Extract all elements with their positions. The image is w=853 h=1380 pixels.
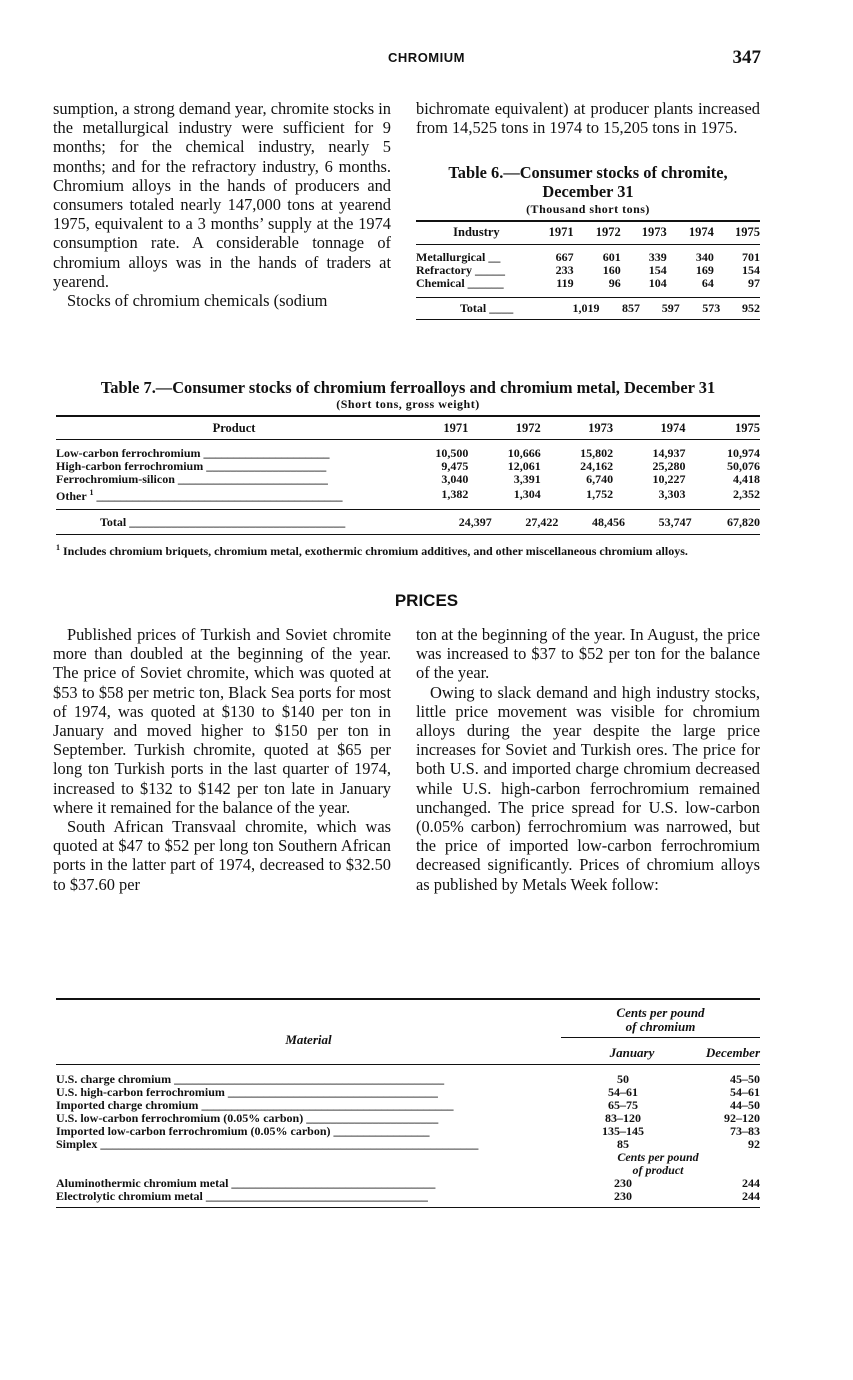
table7-unit: (Short tons, gross weight) <box>336 397 480 411</box>
leader-dots: __________________________________ <box>231 1175 436 1190</box>
paragraph: Published prices of Turkish and Soviet chromite more than doubled at the beginning of the year. The price of Soviet chromite, which was quoted at $53 to $58 per metric ton, Black Sea ports for most of 1974, was quoted at $130 to $140 per ton in January and moved higher to $150 per ton in September. Turkish chromite, quoted at $65 per long ton Turkish ports in the last quarter of 1974, increased to $132 to $142 per ton late in January where it remained for the balance of the year. <box>53 625 391 817</box>
col-header: 1971 <box>548 224 574 239</box>
cell: 667 <box>555 249 574 264</box>
left-column-top <box>53 99 391 310</box>
cell: 597 <box>661 300 680 315</box>
row-label: Refractory <box>416 262 472 277</box>
table7-block <box>56 378 760 558</box>
rule <box>56 1207 760 1209</box>
leader-dots: _________________________________________ <box>96 488 343 503</box>
rule <box>416 220 760 222</box>
leader-dots: ____________________________________ <box>129 514 346 529</box>
prices-left-column <box>53 625 391 894</box>
rule <box>56 415 760 417</box>
cell: 45–50 <box>730 1071 760 1086</box>
cell: 83–120 <box>605 1110 641 1125</box>
cell: 1,382 <box>441 486 469 501</box>
cell: 10,500 <box>435 445 469 460</box>
table6-caption-line1: Table 6.—Consumer stocks of chromite, <box>448 163 728 182</box>
cell: 97 <box>748 275 760 290</box>
footnote-text: Includes chromium briquets, chromium metal, exothermic chromium additives, and other miscellaneous chromium alloys. <box>63 544 688 558</box>
col-header: 1975 <box>735 420 760 435</box>
paragraph: ton at the beginning of the year. In August, the price was increased to $37 to $52 per ton for the balance of the year. <box>416 625 760 683</box>
row-label: U.S. high-carbon ferrochromium <box>56 1084 225 1099</box>
cell: 154 <box>742 262 760 277</box>
table6-caption-line2: December 31 <box>542 182 634 201</box>
cell: 44–50 <box>730 1097 760 1112</box>
group-header-line2: of chromium <box>625 1018 696 1034</box>
cell: 27,422 <box>525 514 559 529</box>
leader-dots: _____________________ <box>203 445 330 460</box>
row-label: Ferrochromium-silicon <box>56 471 175 486</box>
footnote-ref: 1 <box>89 487 94 497</box>
table6-total <box>416 302 760 315</box>
rule <box>56 509 760 510</box>
rule <box>416 319 760 321</box>
col-header: 1972 <box>595 224 621 239</box>
leader-dots: __________________________________________ <box>201 1097 454 1112</box>
col-header: Industry <box>453 224 500 239</box>
row-label: Simplex <box>56 1136 98 1151</box>
leader-dots: _________________________ <box>177 471 328 486</box>
rule <box>56 534 760 536</box>
cell: 92 <box>748 1136 760 1151</box>
paragraph: South African Transvaal chromite, which was quoted at $47 to $52 per long ton Southern African ports in the latter part of 1974, decreased to $32.50 to $37.60 per <box>53 817 391 894</box>
table-total-row <box>416 302 760 315</box>
table-total-row <box>56 516 760 529</box>
leader-dots: ______ <box>467 275 504 290</box>
cell: 154 <box>648 262 667 277</box>
leader-dots: _____ <box>474 262 505 277</box>
table-subheader-row <box>56 1151 760 1177</box>
col-header: 1974 <box>688 224 714 239</box>
rule <box>416 244 760 245</box>
table6 <box>416 226 760 239</box>
price-table-header <box>56 1000 760 1064</box>
paragraph: Owing to slack demand and high industry stocks, little price movement was visible for chromium alloys during the year despite the large price increases for Soviet and Turkish ores. The price for both U.S. and imported charge chromium decreased while U.S. high-carbon ferrochromium remained unchanged. The price spread for U.S. low-carbon (0.05% carbon) ferrochromium was narrowed, but the price of imported low-carbon ferrochromium decreased significantly. Prices of chromium alloys as published by Metals Week follow: <box>416 682 760 894</box>
price-table-body <box>56 1073 760 1203</box>
row-label: U.S. low-carbon ferrochromium (0.05% carbon) <box>56 1110 304 1125</box>
table-header-row <box>416 226 760 239</box>
cell: 233 <box>555 262 574 277</box>
total-label: Total <box>460 300 487 315</box>
cell: 1,019 <box>572 300 600 315</box>
col-header: 1975 <box>735 224 760 239</box>
cell: 701 <box>742 249 760 264</box>
leader-dots: ________________ <box>333 1123 430 1138</box>
leader-dots: ___________________________________ <box>227 1084 438 1099</box>
cell: 54–61 <box>730 1084 760 1099</box>
cell: 85 <box>617 1136 629 1151</box>
col-header: 1973 <box>588 420 614 435</box>
cell: 230 <box>614 1188 632 1203</box>
row-label: Imported charge chromium <box>56 1097 199 1112</box>
leader-dots: ____________________ <box>206 458 327 473</box>
cell: 244 <box>742 1175 760 1190</box>
cell: 50 <box>617 1071 629 1086</box>
cell: 169 <box>695 262 714 277</box>
group-header <box>561 1006 760 1034</box>
rule <box>56 1064 760 1065</box>
table-row <box>56 473 760 486</box>
leader-dots: ______________________ <box>306 1110 439 1125</box>
cell: 10,974 <box>727 445 760 460</box>
cell: 12,061 <box>507 458 541 473</box>
cell: 857 <box>622 300 641 315</box>
row-label: Metallurgical <box>416 249 486 264</box>
rule <box>56 439 760 440</box>
cell: 24,162 <box>580 458 614 473</box>
table6-unit: (Thousand short tons) <box>526 202 650 216</box>
cell: 9,475 <box>441 458 469 473</box>
cell: 10,666 <box>507 445 541 460</box>
paragraph: Stocks of chromium chemicals (sodium <box>67 291 328 311</box>
cell: 340 <box>695 249 714 264</box>
leader-dots: __ <box>488 249 501 264</box>
cell: 14,937 <box>652 445 686 460</box>
col-header: 1972 <box>515 420 541 435</box>
page-number: 347 <box>732 47 761 68</box>
paragraph: bichromate equivalent) at producer plants increased from 14,525 tons in 1974 to 15,205 tons in 1975. <box>416 99 760 138</box>
cell: 601 <box>602 249 621 264</box>
cell: 573 <box>702 300 721 315</box>
table7-caption: Table 7.—Consumer stocks of chromium ferroalloys and chromium metal, December 31 <box>100 378 716 397</box>
cell: 53,747 <box>658 514 692 529</box>
table-row <box>56 486 760 503</box>
col-header: 1973 <box>641 224 667 239</box>
cell: 48,456 <box>592 514 626 529</box>
row-label: Low-carbon ferrochromium <box>56 445 201 460</box>
cell: 244 <box>742 1188 760 1203</box>
cell: 54–61 <box>608 1084 638 1099</box>
subheader <box>576 1151 760 1177</box>
cell: 73–83 <box>730 1123 760 1138</box>
cell: 96 <box>608 275 621 290</box>
cell: 10,227 <box>652 471 686 486</box>
cell: 4,418 <box>733 471 760 486</box>
rule <box>416 297 760 298</box>
cell: 339 <box>648 249 667 264</box>
footnote-number: 1 <box>56 543 60 552</box>
row-label: Imported low-carbon ferrochromium (0.05% carbon) <box>56 1123 331 1138</box>
right-column-top <box>416 99 760 137</box>
cell: 65–75 <box>608 1097 638 1112</box>
row-label: High-carbon ferrochromium <box>56 458 204 473</box>
cell: 6,740 <box>586 471 614 486</box>
running-head: CHROMIUM <box>388 50 465 65</box>
col-header: Product <box>212 420 256 435</box>
row-label: Other <box>56 488 87 503</box>
col-header: 1971 <box>443 420 469 435</box>
cell: 1,304 <box>513 486 541 501</box>
col-header: 1974 <box>660 420 686 435</box>
cell: 3,040 <box>441 471 469 486</box>
prices-right-column <box>416 625 760 894</box>
col-header-january: January <box>609 1044 655 1060</box>
leader-dots: _____________________________________________ <box>174 1071 445 1086</box>
cell: 92–120 <box>724 1110 760 1125</box>
group-header-line1: Cents per pound <box>616 1004 705 1020</box>
cell: 24,397 <box>458 514 492 529</box>
cell: 25,280 <box>652 458 686 473</box>
leader-dots: _______________________________________________________________ <box>100 1136 479 1151</box>
price-table-block <box>56 998 760 1208</box>
leader-dots: _____________________________________ <box>205 1188 428 1203</box>
cell: 1,752 <box>586 486 614 501</box>
cell: 2,352 <box>733 486 760 501</box>
row-label: Aluminothermic chromium metal <box>56 1175 229 1190</box>
row-label: Electrolytic chromium metal <box>56 1188 203 1203</box>
subheader-line1: Cents per pound <box>617 1149 699 1164</box>
cell: 15,802 <box>580 445 614 460</box>
total-label: Total <box>100 514 127 529</box>
cell: 952 <box>742 300 760 315</box>
cell: 230 <box>614 1175 632 1190</box>
rule <box>561 1037 760 1038</box>
row-label: Chemical <box>416 275 465 290</box>
cell: 160 <box>602 262 621 277</box>
table-header-row <box>56 422 760 435</box>
table6-body <box>416 251 760 290</box>
leader-dots: ____ <box>489 300 514 315</box>
cell: 67,820 <box>727 514 760 529</box>
cell: 50,076 <box>727 458 760 473</box>
table-row <box>416 277 760 290</box>
table6-block <box>416 163 760 320</box>
cell: 119 <box>556 275 574 290</box>
cell: 64 <box>701 275 714 290</box>
table-row <box>56 1190 760 1203</box>
table7-body <box>56 447 760 503</box>
cell: 135–145 <box>602 1123 644 1138</box>
material-header: Material <box>285 1031 332 1047</box>
col-header-december: December <box>705 1044 760 1060</box>
subheader-line2: of product <box>632 1162 684 1177</box>
cell: 3,391 <box>513 471 541 486</box>
cell: 104 <box>648 275 667 290</box>
table-row <box>56 1138 760 1151</box>
table7-footnote <box>56 541 760 558</box>
section-heading-prices: PRICES <box>394 591 459 610</box>
table7-header <box>56 422 760 435</box>
row-label: U.S. charge chromium <box>56 1071 172 1086</box>
paragraph: sumption, a strong demand year, chromite stocks in the metallurgical industry were sufficient for 9 months; for the chemical industry, nearly 5 months; and for the refractory industry, 6 months. Chromium alloys in the hands of producers and consumers totaled nearly 147,000 tons at yearend 1975, equivalent to a 3 months’ supply at the 1974 consumption rate. A considerable tonnage of chromium alloys was in the hands of traders at yearend. <box>53 99 391 291</box>
cell: 3,303 <box>658 486 686 501</box>
table7-total <box>56 516 760 529</box>
